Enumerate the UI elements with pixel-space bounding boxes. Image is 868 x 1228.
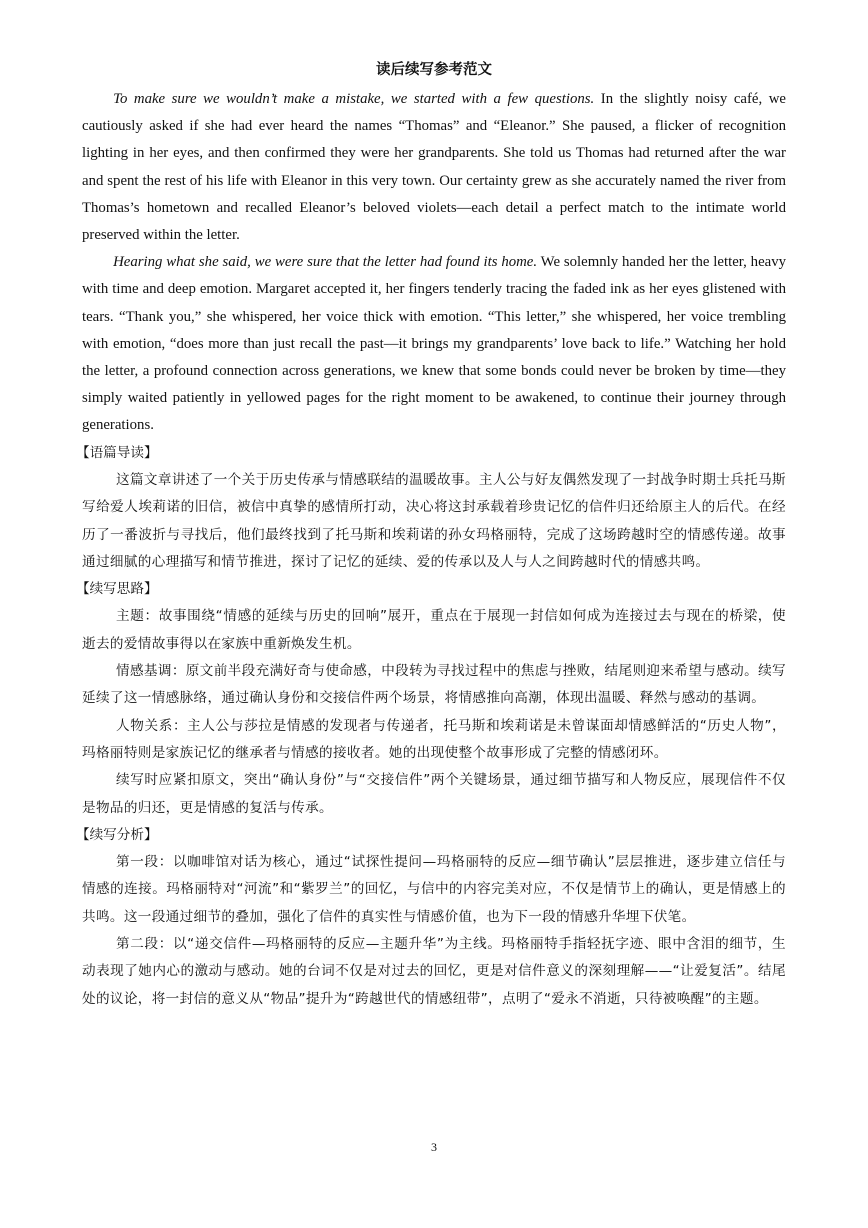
approach-characters-paragraph: 人物关系：主人公与莎拉是情感的发现者与传递者，托马斯和埃莉诺是未曾谋面却情感鲜活的“历史人物”，玛格丽特则是家族记忆的继承者与情感的接收者。她的出现使整个故事形成了完整的情感闭环。 [82,717,786,761]
guide-paragraph: 这篇文章讲述了一个关于历史传承与情感联结的温暖故事。主人公与好友偶然发现了一封战争时期士兵托马斯写给爱人埃莉诺的旧信，被信中真挚的感情所打动，决心将这封承载着珍贵记忆的信件归还给原主人的后代。在经历了一番波折与寻找后，他们最终找到了托马斯和埃莉诺的孙女玛格丽特，完成了这场跨越时空的情感传递。故事通过细腻的心理描写和情节推进，探讨了记忆的延续、爱的传承以及人与人之间跨越时代的情感共鸣。 [82,471,786,570]
essay-paragraph-2 [82,249,786,439]
approach-tone-paragraph: 情感基调：原文前半段充满好奇与使命感，中段转为寻找过程中的焦虑与挫败，结尾则迎来希望与感动。续写延续了这一情感脉络，通过确认身份和交接信件两个场景，将情感推向高潮，体现出温暖、释然与感动的基调。 [82,663,786,707]
analysis-paragraph-2: 第二段：以“递交信件—玛格丽特的反应—主题升华”为主线。玛格丽特手指轻抚字迹、眼中含泪的细节，生动表现了她内心的激动与感动。她的台词不仅是对过去的回忆，更是对信件意义的深刻理解——“让爱复活”。结尾处的议论，将一封信的意义从“物品”提升为“跨越世代的情感纽带”，点明了“爱永不消逝，只待被唤醒”的主题。 [82,935,786,1007]
essay-paragraph-1-lead: To make sure we wouldn’t make a mistake, we started with a few questions. [113,91,595,107]
page-number: 3 [431,1140,437,1154]
essay-paragraph-2-lead: Hearing what she said, we were sure that the letter had found its home. [113,254,538,271]
essay-paragraph-1 [82,86,786,249]
essay-paragraph-1-text: In the slightly noisy café, we cautiously asked if she had ever heard the names “Thomas” and “Eleanor.” She paused, a flicker of recognition lighting in her eyes, and then confirmed they were her grandparents. She told us Thomas had returned after the war and spent the rest of his life with Eleanor in this very town. Our certainty grew as she accurately named the river from Thomas’s hometown and recalled Eleanor’s beloved violets—each detail a perfect match to the intimate world preserved within the letter. [82,91,786,244]
analysis-paragraph-1: 第一段：以咖啡馆对话为核心，通过“试探性提问—玛格丽特的反应—细节确认”层层推进，逐步建立信任与情感的连接。玛格丽特对“河流”和“紫罗兰”的回忆，与信中的内容完美对应，不仅是情节上的确认，更是情感上的共鸣。这一段通过细节的叠加，强化了信件的真实性与情感价值，也为下一段的情感升华埋下伏笔。 [82,854,786,925]
document-title: 读后续写参考范文 [376,62,492,78]
essay-paragraph-2-text: We solemnly handed her the letter, heavy with time and deep emotion. Margaret accepted it, her fingers tenderly tracing the faded ink as her eyes glistened with tears. “Thank you,” she whispered, her voice thick with emotion. “This letter,” she whispered, her voice trembling with emotion, “does more than just recall the past—it brings my grandparents’ love back to life.” Watching her hold the letter, a profound connection across generations, we knew that some bonds could never be broken by time—they simply waited patiently in yellowed pages for the right moment to be awakened, to continue their journey through generations. [82,254,787,434]
guide-heading: 【语篇导读】 [76,444,158,461]
approach-theme-paragraph: 主题：故事围绕“情感的延续与历史的回响”展开，重点在于展现一封信如何成为连接过去与现在的桥梁，使逝去的爱情故事得以在家族中重新焕发生机。 [82,608,786,652]
approach-tips-paragraph: 续写时应紧扣原文，突出“确认身份”与“交接信件”两个关键场景，通过细节描写和人物反应，展现信件不仅是物品的归还，更是情感的复活与传承。 [82,772,786,816]
approach-heading: 【续写思路】 [76,581,158,598]
analysis-heading: 【续写分析】 [76,826,158,843]
document-page [76,60,787,1013]
